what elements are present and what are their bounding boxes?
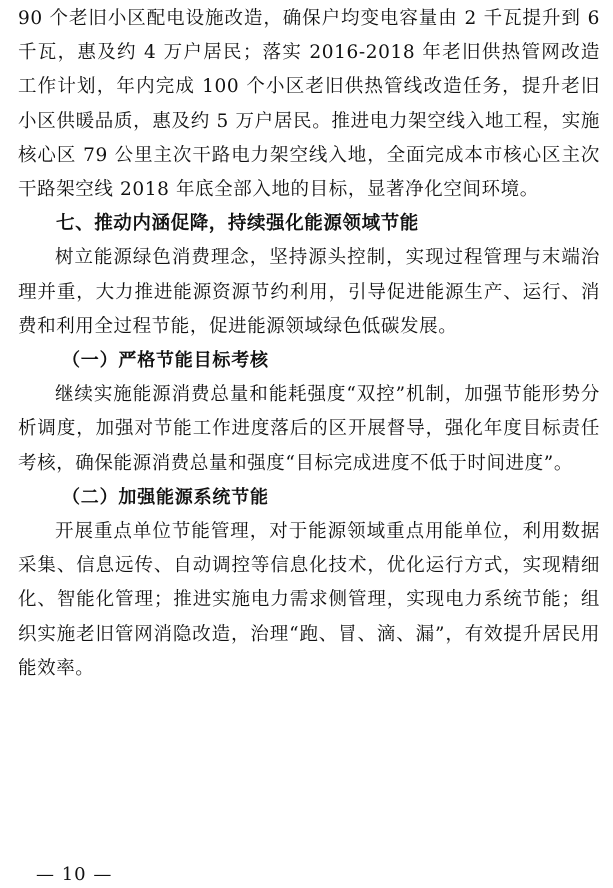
subsection-heading-2: （二）加强能源系统节能 xyxy=(62,486,269,508)
paragraph-subsection-1: 继续实施能源消费总量和能耗强度“双控”机制，加强节能形势分析调度，加强对节能工作进度落后的区开展督导，强化年度目标责任考核，确保能源消费总量和强度“目标完成进度不低于时间进度”。 xyxy=(18,384,600,474)
document-body xyxy=(18,2,600,686)
paragraph-continued: 90 个老旧小区配电设施改造，确保户均变电容量由 2 千瓦提升到 6 千瓦，惠及约 4 万户居民；落实 2016-2018 年老旧供热管网改造工作计划，年内完成 100 个小区老旧供热管线改造任务，提升老旧小区供暖品质，惠及约 5 万户居民。推进电力架空线入地工程，实施核心区 79 公里主次干路电力架空线入地，全面完成本市核心区主次干路架空线 2018 年底全部入地的目标，显著净化空间环境。 xyxy=(18,8,600,201)
subsection-heading-1: （一）严格节能目标考核 xyxy=(62,350,269,372)
section-heading-7: 七、推动内涵促降，持续强化能源领域节能 xyxy=(56,213,419,235)
paragraph-section-intro: 树立能源绿色消费理念，坚持源头控制，实现过程管理与末端治理并重，大力推进能源资源节约利用，引导促进能源生产、运行、消费和利用全过程节能，促进能源领域绿色低碳发展。 xyxy=(18,247,600,337)
page-number: — 10 — xyxy=(36,864,113,885)
paragraph-subsection-2: 开展重点单位节能管理，对于能源领域重点用能单位，利用数据采集、信息远传、自动调控等信息化技术，优化运行方式，实现精细化、智能化管理；推进实施电力需求侧管理，实现电力系统节能；组织实施老旧管网消隐改造，治理“跑、冒、滴、漏”，有效提升居民用能效率。 xyxy=(18,521,600,679)
